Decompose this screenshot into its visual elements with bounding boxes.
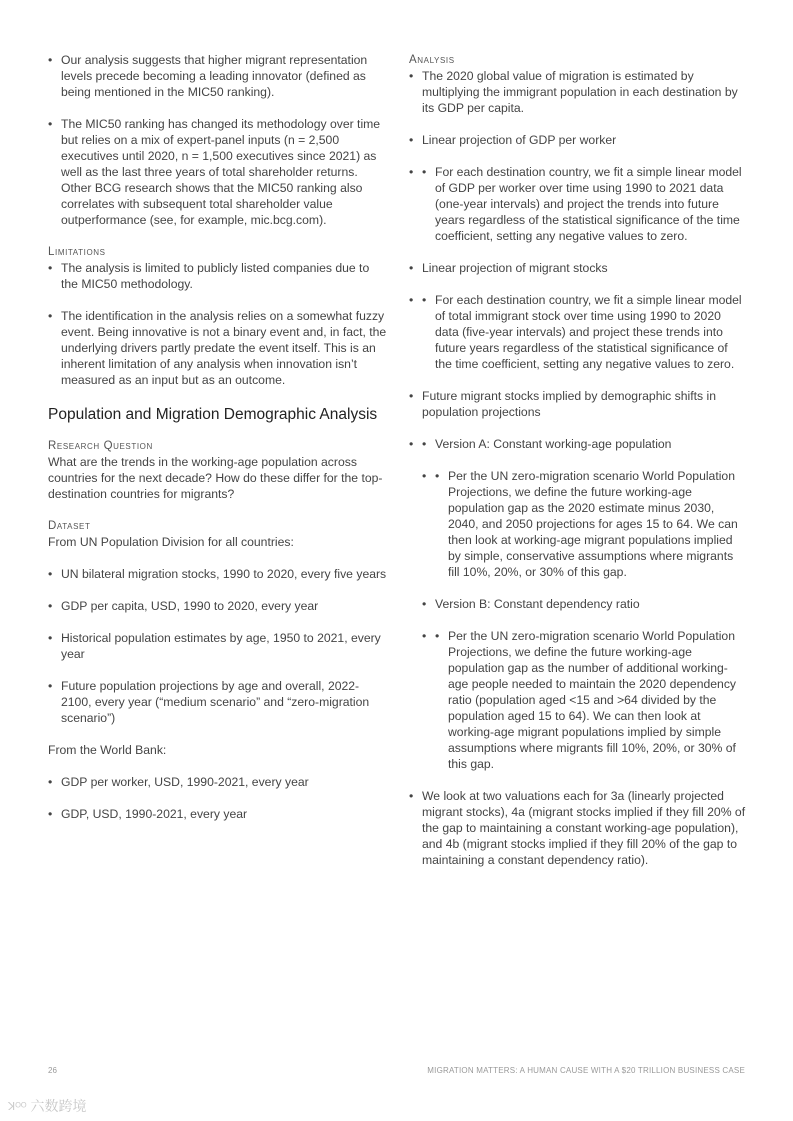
watermark-logo-icon: ꓘᴼᴼ [8, 1100, 27, 1113]
list-item: • Linear projection of GDP per worker [409, 132, 747, 148]
list-item: • Linear projection of migrant stocks [409, 260, 747, 276]
watermark [8, 1096, 86, 1116]
sub-list [409, 164, 747, 244]
watermark-text: 六数跨境 [30, 1098, 87, 1114]
dataset-intro: From UN Population Division for all countries: [48, 535, 294, 549]
list-item: • • Version A: Constant working-age population [422, 436, 747, 452]
research-question-text: What are the trends in the working-age population across countries for the next decade? How do these differ for the top-destination countries for migrants? [48, 455, 383, 501]
list-item [422, 628, 747, 772]
list-item: • • Per the UN zero-migration scenario World Population Projections, we define the future working-age population gap as the number of additional working-age people needed to maintain the 2020 dependency ratio (population aged <15 and >64 divided by the population aged 15 to 64). We can then look at working-age migrant populations implied by simple assumptions where migrants fill 10%, 20%, or 30% of this gap. [435, 628, 747, 772]
list-item [409, 292, 747, 372]
list-item: • Future migrant stocks implied by demographic shifts in population projections [409, 388, 747, 420]
list-item: • The identification in the analysis relies on a somewhat fuzzy event. Being innovative is not a binary event and, in fact, the underlying drivers partly predate the event itself. This is an inherent limitation of any analysis when innovation isn’t measured as an input but as an outcome. [48, 308, 388, 388]
list-item: • We look at two valuations each for 3a (linearly projected migrant stocks), 4a (migrant stocks implied if they fill 20% of the gap to maintaining a constant working-age population), and 4b (migrant stocks implied if they fill 20% of the gap to maintaining a constant dependency ratio). [409, 788, 747, 868]
sub-sub-list [422, 468, 747, 580]
list-item [409, 164, 747, 244]
limitations-list [48, 260, 388, 388]
list-item: • • For each destination country, we fit a simple linear model of total immigrant stock over time using 1990 to 2020 data (five-year intervals) and project these trends into future years regardless of the statistical significance of the time coefficient, setting any negative values to zero. [422, 292, 747, 372]
limitations-label: Limitations [48, 246, 106, 258]
analysis-label: Analysis [409, 54, 455, 66]
list-item: • The analysis is limited to publicly listed companies due to the MIC50 methodology. [48, 260, 388, 292]
page-number: 26 [48, 1066, 57, 1075]
analysis-list [409, 68, 747, 868]
sub-list [409, 292, 747, 372]
list-item: • GDP, USD, 1990-2021, every year [48, 806, 388, 822]
un-dataset-list [48, 566, 388, 726]
world-bank-dataset-list [48, 774, 388, 822]
list-item: • GDP per worker, USD, 1990-2021, every year [48, 774, 388, 790]
list-item: • Historical population estimates by age, 1950 to 2021, every year [48, 630, 388, 662]
list-item: • • Per the UN zero-migration scenario World Population Projections, we define the future working-age population gap as the 2020 estimate minus 2030, 2040, and 2050 projections for ages 15 to 64. We can then look at working-age migrant populations implied by simple, conservative assumptions where migrants fill 10%, 20%, or 30% of this gap. [435, 468, 747, 580]
list-item: • The 2020 global value of migration is estimated by multiplying the immigrant population in each destination by its GDP per capita. [409, 68, 747, 116]
list-item: • GDP per capita, USD, 1990 to 2020, every year [48, 598, 388, 614]
list-item: • UN bilateral migration stocks, 1990 to 2020, every five years [48, 566, 388, 582]
world-bank-intro: From the World Bank: [48, 743, 167, 757]
list-item [409, 436, 747, 772]
research-question-label: Research Question [48, 440, 153, 452]
section-title: Population and Migration Demographic Analysis [48, 406, 378, 423]
list-item: • Our analysis suggests that higher migrant representation levels precede becoming a leading innovator (defined as being mentioned in the MIC50 ranking). [48, 52, 388, 100]
list-item: • • For each destination country, we fit a simple linear model of GDP per worker over time using 1990 to 2021 data (one-year intervals) and project the trends into future years regardless of the statistical significance of the time coefficient, setting any negative values to zero. [422, 164, 747, 244]
sub-sub-list [422, 628, 747, 772]
dataset-label: Dataset [48, 520, 91, 532]
list-item [422, 468, 747, 580]
list-item: • The MIC50 ranking has changed its methodology over time but relies on a mix of expert-panel inputs (n = 2,500 executives until 2020, n = 1,500 executives since 2021) as well as the last three years of total shareholder returns. Other BCG research shows that the MIC50 ranking also correlates with subsequent total shareholder value outperformance (see, for example, mic.bcg.com). [48, 116, 388, 228]
right-column [409, 52, 747, 884]
list-item: • Version B: Constant dependency ratio [422, 596, 747, 612]
left-column [48, 52, 388, 838]
list-item: • Future population projections by age and overall, 2022-2100, every year (“medium scenario” and “zero-migration scenario”) [48, 678, 388, 726]
footer-title: MIGRATION MATTERS: A HUMAN CAUSE WITH A $20 TRILLION BUSINESS CASE [427, 1066, 745, 1075]
sub-list [409, 436, 747, 772]
intro-bullet-list [48, 52, 388, 228]
